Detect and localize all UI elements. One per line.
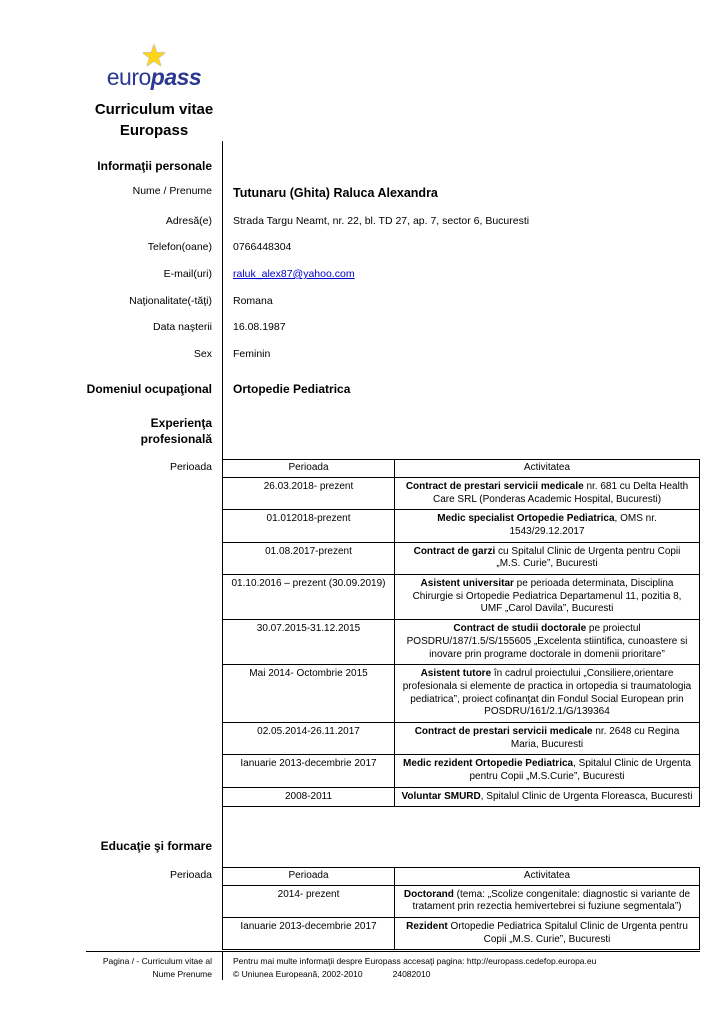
footer-left	[86, 952, 222, 980]
table-row	[223, 510, 700, 542]
field-label-nationalitate: Naţionalitate(-tăţi)	[129, 294, 212, 307]
education-table-row	[86, 859, 700, 950]
activity-cell: Rezident Ortopedie Pediatrica Spitalul Clinic de Urgenta pentru Copii „M.S. Curie”, Bucuresti	[395, 918, 700, 950]
experience-table-row	[86, 451, 700, 807]
footer-page-label: Pagina / - Curriculum vitae al	[102, 956, 212, 967]
period-cell: 01.08.2017-prezent	[223, 542, 395, 574]
table-row	[223, 885, 700, 917]
field-label-nume: Nume / Prenume	[132, 185, 212, 198]
education-section-heading: Educaţie şi formare	[100, 839, 212, 854]
field-row-telefon	[86, 234, 700, 261]
footer-right	[222, 952, 700, 980]
field-label-sex: Sex	[193, 347, 212, 360]
table-row	[223, 477, 700, 509]
personal-section-row	[86, 141, 700, 179]
activity-cell: Contract de prestari servicii medicale nr. 2648 cu Regina Maria, Bucuresti	[395, 722, 700, 754]
education-perioada-label: Perioada	[169, 868, 212, 881]
education-section-row	[86, 807, 700, 859]
field-row-adresa	[86, 208, 700, 235]
occupational-label: Domeniul ocupaţional	[86, 382, 212, 397]
period-cell: Ianuarie 2013-decembrie 2017	[223, 755, 395, 787]
table-row	[223, 575, 700, 620]
personal-section-spacer	[222, 141, 700, 179]
experience-section-heading: Experienţa profesională	[140, 416, 212, 446]
header-row	[86, 42, 700, 141]
experience-section-row	[86, 402, 700, 451]
field-label-telefon: Telefon(oane)	[147, 241, 212, 254]
header-right	[222, 42, 700, 141]
field-label-data-nasterii: Data naşterii	[153, 321, 212, 334]
europass-star-icon: ★	[140, 40, 168, 73]
footer-copyright-line	[233, 968, 700, 980]
experience-perioada-label: Perioada	[169, 461, 212, 474]
table-row	[223, 542, 700, 574]
period-cell: Mai 2014- Octombrie 2015	[223, 665, 395, 723]
header-activitatea: Activitatea	[395, 460, 700, 478]
activity-cell: Doctorand (tema: „Scolize congenitale: diagnostic si variante de tratament prin rezectia hemivertebrei si fuziune segmentala”)	[395, 885, 700, 917]
field-label-email: E-mail(uri)	[163, 267, 212, 280]
activity-cell: Contract de studii doctorale pe proiectul POSDRU/187/1.5/S/155605 „Excelenta stiintifica, cunoastere si inovare prin programe doctorale in domenii prioritare”	[395, 620, 700, 665]
field-row-sex	[86, 341, 700, 368]
field-label-adresa: Adresă(e)	[165, 214, 212, 227]
table-row	[223, 918, 700, 950]
email-link[interactable]: raluk_alex87@yahoo.com	[233, 267, 355, 280]
period-cell: 01.012018-prezent	[223, 510, 395, 542]
table-row	[223, 755, 700, 787]
footer-name-label: Nume Prenume	[152, 968, 212, 979]
field-row-nume-prenume	[86, 178, 700, 207]
footer	[86, 951, 700, 980]
europass-logo-text	[107, 65, 201, 90]
personal-section-heading: Informaţii personale	[97, 158, 212, 173]
activity-cell: Contract de prestari servicii medicale nr. 681 cu Delta Health Care SRL (Ponderas Academic Hospital, Bucuresti)	[395, 477, 700, 509]
table-row	[223, 620, 700, 665]
experience-section-spacer	[222, 402, 700, 451]
field-value-nume: Tutunaru (Ghita) Raluca Alexandra	[222, 178, 700, 207]
europass-logo	[107, 42, 201, 90]
field-value-nationalitate: Romana	[222, 288, 700, 315]
period-cell: 2008-2011	[223, 787, 395, 807]
field-value-sex: Feminin	[222, 341, 700, 368]
footer-code: 24082010	[392, 968, 431, 979]
field-value-adresa: Strada Targu Neamt, nr. 22, bl. TD 27, ap. 7, sector 6, Bucuresti	[222, 208, 700, 235]
period-cell: 01.10.2016 – prezent (30.09.2019)	[223, 575, 395, 620]
field-value-email	[222, 261, 700, 288]
table-header-row	[223, 460, 700, 478]
field-row-email	[86, 261, 700, 288]
activity-cell: Medic specialist Ortopedie Pediatrica, OMS nr. 1543/29.12.2017	[395, 510, 700, 542]
period-cell: 30.07.2015-31.12.2015	[223, 620, 395, 665]
header-perioada: Perioada	[223, 460, 395, 478]
experience-table	[222, 459, 700, 807]
header-perioada: Perioada	[223, 867, 395, 885]
field-value-data-nasterii: 16.08.1987	[222, 314, 700, 341]
activity-cell: Contract de garzi cu Spitalul Clinic de Urgenta pentru Copii „M.S. Curie”, Bucuresti	[395, 542, 700, 574]
logo-euro-text: euro	[106, 64, 151, 90]
table-header-row	[223, 867, 700, 885]
period-cell: 26.03.2018- prezent	[223, 477, 395, 509]
occupational-row	[86, 367, 700, 402]
table-row	[223, 787, 700, 807]
activity-cell: Medic rezident Ortopedie Pediatrica, Spitalul Clinic de Urgenta pentru Copii „M.S.Curie”, Bucuresti	[395, 755, 700, 787]
table-row	[223, 722, 700, 754]
field-row-nationalitate	[86, 288, 700, 315]
field-value-telefon: 0766448304	[222, 234, 700, 261]
education-section-spacer	[222, 807, 700, 859]
table-row	[223, 665, 700, 723]
period-cell: Ianuarie 2013-decembrie 2017	[223, 918, 395, 950]
experience-table-container	[222, 451, 700, 807]
occupational-value: Ortopedie Pediatrica	[222, 367, 700, 402]
field-row-data-nasterii	[86, 314, 700, 341]
period-cell: 2014- prezent	[223, 885, 395, 917]
header-activitatea: Activitatea	[395, 867, 700, 885]
footer-copyright: © Uniunea Europeană, 2002-2010	[233, 968, 363, 979]
title-line2: Europass	[119, 121, 189, 139]
activity-cell: Voluntar SMURD, Spitalul Clinic de Urgenta Floreasca, Bucuresti	[395, 787, 700, 807]
document-title	[86, 100, 222, 141]
header-left	[86, 42, 222, 141]
logo-pass-text: pass	[150, 64, 202, 90]
activity-cell: Asistent tutore în cadrul proiectului „Consiliere,orientare profesionala si elemente de practica in ortopedia si traumatologia pediatrica”, proiect cofinanţat din Fondul Social European prin POSDRU/161/2.1/G/139364	[395, 665, 700, 723]
title-line1: Curriculum vitae	[94, 101, 214, 119]
education-table-container	[222, 859, 700, 950]
footer-info-line: Pentru mai multe informaţii despre Europass accesaţi pagina: http://europass.cedefop.europa.eu	[233, 956, 597, 967]
period-cell: 02.05.2014-26.11.2017	[223, 722, 395, 754]
activity-cell: Asistent universitar pe perioada determinata, Disciplina Chirurgie si Ortopedie Pediatrica Departamenul 11, pozitia 8, UMF „Carol Davila”, Bucuresti	[395, 575, 700, 620]
education-table	[222, 867, 700, 950]
